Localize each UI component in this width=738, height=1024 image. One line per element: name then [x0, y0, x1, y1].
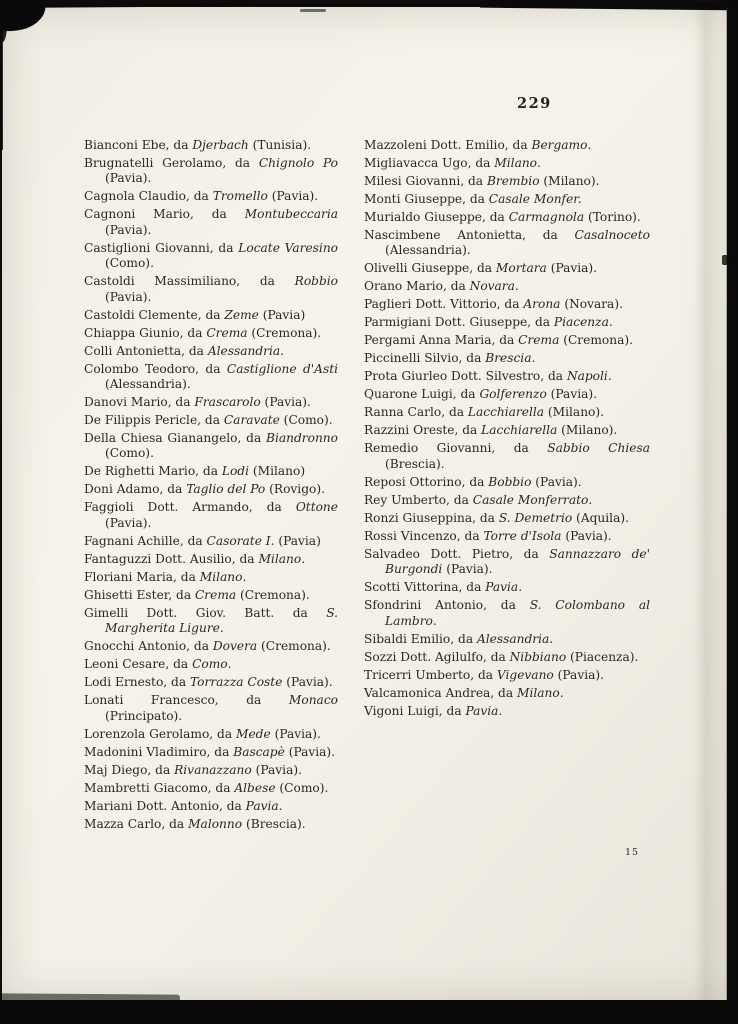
paper-crease-shadow	[694, 0, 720, 1024]
list-entry: Quarone Luigi, da Golferenzo (Pavia).	[364, 387, 598, 402]
list-entry: Vigoni Luigi, da Pavia.	[364, 703, 503, 718]
scan-artifact-right-band	[726, 0, 738, 1024]
list-entry: Cagnoni Mario, da Montubeccaria (Pavia).	[84, 207, 338, 237]
list-entry: Colombo Teodoro, da Castiglione d'Asti (Alessandria).	[84, 361, 338, 392]
list-entry: Della Chiesa Gianangelo, da Biandronno (Como).	[84, 431, 338, 461]
list-entry: Nascimbene Antonietta, da Casalnoceto (Alessandria).	[364, 228, 650, 258]
scan-artifact-bottom-band	[0, 1000, 738, 1024]
list-entry: Salvadeo Dott. Pietro, da Sannazzaro de' Burgondi (Pavia).	[364, 546, 650, 577]
list-entry: Lonati Francesco, da Monaco (Principato).	[84, 693, 338, 723]
list-entry: Mazza Carlo, da Malonno (Brescia).	[84, 816, 306, 831]
list-entry: Chiappa Giunio, da Crema (Cremona).	[84, 325, 322, 340]
list-entry: Migliavacca Ugo, da Milano.	[364, 156, 541, 170]
list-entry: Cagnola Claudio, da Tromello (Pavia).	[84, 189, 319, 204]
list-entry: Gnocchi Antonio, da Dovera (Cremona).	[84, 639, 331, 654]
list-entry: Leoni Cesare, da Como.	[84, 657, 232, 672]
scan-artifact-top-line	[255, 4, 485, 7]
list-entry: Lorenzola Gerolamo, da Mede (Pavia).	[84, 726, 321, 741]
list-entry: Gimelli Dott. Giov. Batt. da S. Margherita Ligure.	[84, 605, 338, 636]
list-entry: Castiglioni Giovanni, da Locate Varesino (Como).	[84, 240, 338, 271]
list-entry: Sozzi Dott. Agilulfo, da Nibbiano (Piacenza).	[364, 649, 639, 664]
list-entry: Mambretti Giacomo, da Albese (Como).	[84, 780, 329, 795]
list-entry: Faggioli Dott. Armando, da Ottone (Pavia).	[84, 500, 338, 530]
list-entry: Castoldi Clemente, da Zeme (Pavia)	[84, 307, 306, 322]
list-entry: Valcamonica Andrea, da Milano.	[364, 685, 564, 700]
list-entry: Scotti Vittorina, da Pavia.	[364, 580, 523, 595]
list-entry: Lodi Ernesto, da Torrazza Coste (Pavia).	[84, 675, 333, 690]
list-entry: Ghisetti Ester, da Crema (Cremona).	[84, 587, 310, 602]
list-entry: De Filippis Pericle, da Caravate (Como).	[84, 413, 333, 428]
list-entry: Fagnani Achille, da Casorate I. (Pavia)	[84, 533, 321, 548]
list-entry: Mazzoleni Dott. Emilio, da Bergamo.	[364, 138, 592, 152]
list-entry: Milesi Giovanni, da Brembio (Milano).	[364, 174, 600, 188]
list-entry: Mariani Dott. Antonio, da Pavia.	[84, 798, 283, 813]
list-entry: Colli Antonietta, da Alessandria.	[84, 343, 285, 358]
list-entry: Olivelli Giuseppe, da Mortara (Pavia).	[364, 261, 598, 276]
list-entry: De Righetti Mario, da Lodi (Milano)	[84, 464, 306, 479]
list-entry: Rossi Vincenzo, da Torre d'Isola (Pavia).	[364, 528, 612, 543]
list-entry: Monti Giuseppe, da Casale Monfer.	[364, 192, 582, 206]
list-entry: Reposi Ottorino, da Bobbio (Pavia).	[364, 474, 582, 489]
list-entry: Orano Mario, da Novara.	[364, 279, 519, 294]
scan-artifact-speck	[300, 9, 326, 12]
list-entry: Castoldi Massimiliano, da Robbio (Pavia).	[84, 274, 338, 304]
list-entry: Prota Giurleo Dott. Silvestro, da Napoli.	[364, 369, 612, 384]
list-entry: Brugnatelli Gerolamo, da Chignolo Po (Pavia).	[84, 156, 338, 186]
list-entry: Rey Umberto, da Casale Monferrato.	[364, 492, 593, 507]
list-entry: Ronzi Giuseppina, da S. Demetrio (Aquila).	[364, 510, 629, 525]
list-entry: Bianconi Ebe, da Djerbach (Tunisia).	[84, 138, 312, 152]
page-number: 229	[517, 95, 552, 112]
list-entry: Remedio Giovanni, da Sabbio Chiesa (Brescia).	[364, 441, 650, 471]
list-entry: Tricerri Umberto, da Vigevano (Pavia).	[364, 667, 604, 682]
list-entry: Sibaldi Emilio, da Alessandria.	[364, 631, 554, 646]
name-list	[84, 138, 650, 835]
list-entry: Danovi Mario, da Frascarolo (Pavia).	[84, 395, 311, 410]
list-entry: Floriani Maria, da Milano.	[84, 569, 247, 584]
list-entry: Ranna Carlo, da Lacchiarella (Milano).	[364, 405, 605, 420]
list-entry: Sfondrini Antonio, da S. Colombano al Lambro.	[364, 598, 650, 628]
list-entry: Pergami Anna Maria, da Crema (Cremona).	[364, 333, 633, 348]
right-column	[364, 138, 650, 835]
list-entry: Paglieri Dott. Vittorio, da Arona (Novara).	[364, 297, 623, 312]
list-entry: Fantaguzzi Dott. Ausilio, da Milano.	[84, 551, 306, 566]
list-entry: Doni Adamo, da Taglio del Po (Rovigo).	[84, 482, 325, 497]
scan-artifact-speck	[722, 255, 730, 265]
list-entry: Madonini Vladimiro, da Bascapè (Pavia).	[84, 744, 336, 759]
list-entry: Maj Diego, da Rivanazzano (Pavia).	[84, 762, 302, 777]
signature-mark: 15	[625, 847, 640, 858]
list-entry: Murialdo Giuseppe, da Carmagnola (Torino).	[364, 210, 641, 224]
list-entry: Razzini Oreste, da Lacchiarella (Milano).	[364, 423, 618, 438]
left-column	[84, 138, 338, 835]
list-entry: Parmigiani Dott. Giuseppe, da Piacenza.	[364, 315, 613, 330]
list-entry: Piccinelli Silvio, da Brescia.	[364, 351, 536, 366]
scan-artifact-bottom-edge	[0, 993, 180, 1002]
